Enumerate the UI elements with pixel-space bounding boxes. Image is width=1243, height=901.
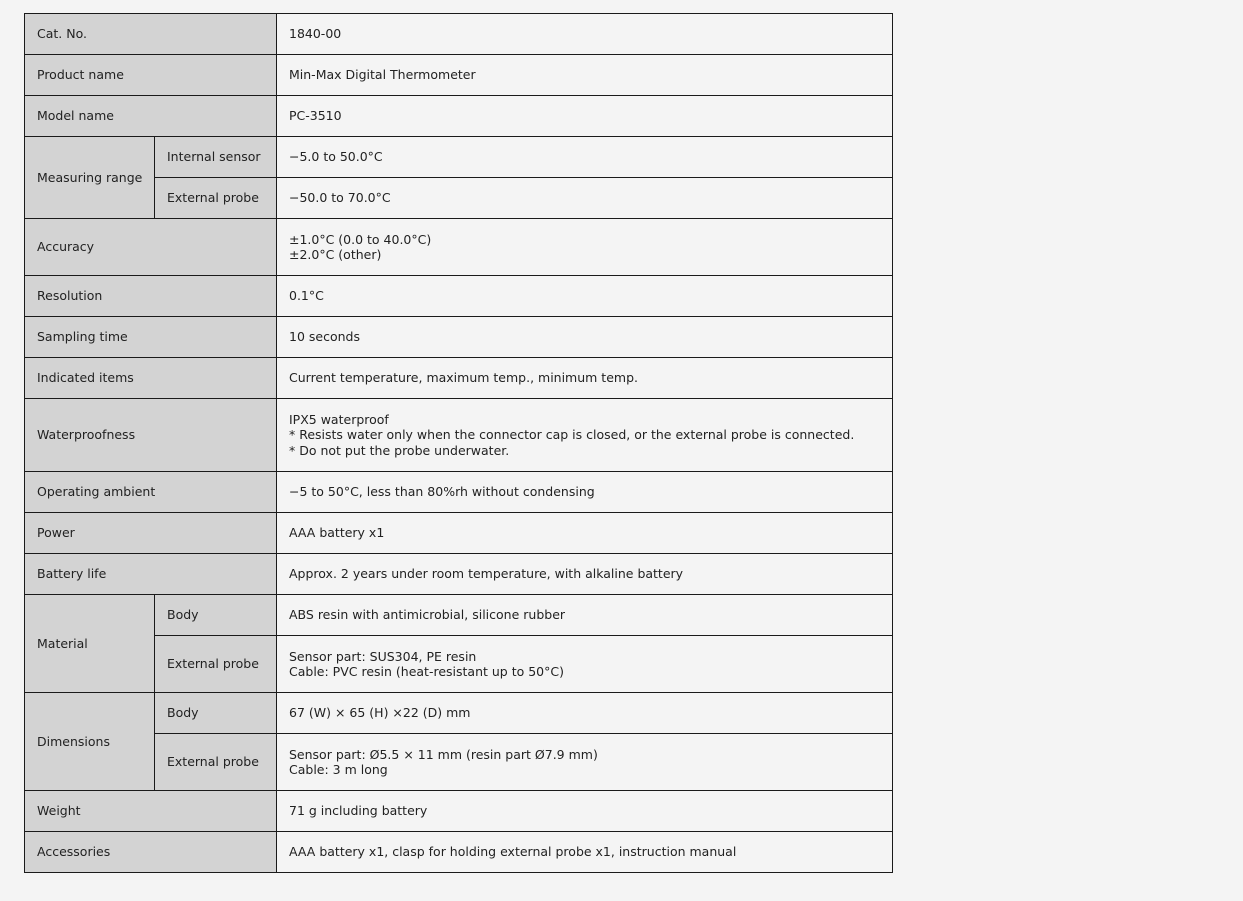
- waterproofness-line: IPX5 waterproof: [289, 411, 389, 427]
- operating-ambient-label: Operating ambient: [25, 472, 277, 513]
- table-row: [25, 791, 893, 832]
- material-body-label: Body: [155, 595, 277, 636]
- table-row: [25, 734, 893, 791]
- table-row: [25, 595, 893, 636]
- table-row: [25, 137, 893, 178]
- waterproofness-value: [277, 399, 893, 472]
- cat-no-label: Cat. No.: [25, 14, 277, 55]
- accessories-label: Accessories: [25, 832, 277, 873]
- table-row: [25, 513, 893, 554]
- internal-sensor-label: Internal sensor: [155, 137, 277, 178]
- model-name-value: PC-3510: [277, 96, 893, 137]
- product-name-label: Product name: [25, 55, 277, 96]
- material-external-probe-value: [277, 636, 893, 693]
- dimensions-label: Dimensions: [25, 693, 155, 791]
- table-row: [25, 219, 893, 276]
- table-row: [25, 554, 893, 595]
- table-row: [25, 178, 893, 219]
- material-body-value: ABS resin with antimicrobial, silicone rubber: [277, 595, 893, 636]
- sampling-time-value: 10 seconds: [277, 317, 893, 358]
- power-label: Power: [25, 513, 277, 554]
- dimensions-external-probe-label: External probe: [155, 734, 277, 791]
- dimensions-body-value: 67 (W) × 65 (H) ×22 (D) mm: [277, 693, 893, 734]
- model-name-label: Model name: [25, 96, 277, 137]
- indicated-items-value: Current temperature, maximum temp., minimum temp.: [277, 358, 893, 399]
- indicated-items-label: Indicated items: [25, 358, 277, 399]
- resolution-label: Resolution: [25, 276, 277, 317]
- table-row: [25, 399, 893, 472]
- product-name-value: Min-Max Digital Thermometer: [277, 55, 893, 96]
- material-label: Material: [25, 595, 155, 693]
- accuracy-label: Accuracy: [25, 219, 277, 276]
- accuracy-value: [277, 219, 893, 276]
- accuracy-line: ±2.0°C (other): [289, 247, 382, 262]
- waterproofness-line: * Resists water only when the connector cap is closed, or the external probe is connected.: [289, 427, 855, 443]
- material-external-probe-line: Cable: PVC resin (heat-resistant up to 50°C): [289, 664, 564, 679]
- external-probe-range-value: −50.0 to 70.0°C: [277, 178, 893, 219]
- weight-label: Weight: [25, 791, 277, 832]
- table-row: [25, 14, 893, 55]
- table-row: [25, 472, 893, 513]
- table-row: [25, 693, 893, 734]
- material-external-probe-label: External probe: [155, 636, 277, 693]
- battery-life-value: Approx. 2 years under room temperature, with alkaline battery: [277, 554, 893, 595]
- table-row: [25, 317, 893, 358]
- cat-no-value: 1840-00: [277, 14, 893, 55]
- dimensions-external-probe-line: Cable: 3 m long: [289, 762, 388, 777]
- waterproofness-label: Waterproofness: [25, 399, 277, 472]
- weight-value: 71 g including battery: [277, 791, 893, 832]
- dimensions-external-probe-value: [277, 734, 893, 791]
- table-row: [25, 55, 893, 96]
- operating-ambient-value: −5 to 50°C, less than 80%rh without condensing: [277, 472, 893, 513]
- external-probe-range-label: External probe: [155, 178, 277, 219]
- table-row: [25, 832, 893, 873]
- material-external-probe-line: Sensor part: SUS304, PE resin: [289, 648, 477, 664]
- dimensions-body-label: Body: [155, 693, 277, 734]
- battery-life-label: Battery life: [25, 554, 277, 595]
- power-value: AAA battery x1: [277, 513, 893, 554]
- sampling-time-label: Sampling time: [25, 317, 277, 358]
- table-row: [25, 276, 893, 317]
- spec-table: [24, 13, 893, 873]
- accessories-value: AAA battery x1, clasp for holding external probe x1, instruction manual: [277, 832, 893, 873]
- table-row: [25, 358, 893, 399]
- resolution-value: 0.1°C: [277, 276, 893, 317]
- table-row: [25, 636, 893, 693]
- internal-sensor-value: −5.0 to 50.0°C: [277, 137, 893, 178]
- measuring-range-label: Measuring range: [25, 137, 155, 219]
- accuracy-line: ±1.0°C (0.0 to 40.0°C): [289, 231, 432, 247]
- dimensions-external-probe-line: Sensor part: Ø5.5 × 11 mm (resin part Ø7.9 mm): [289, 746, 598, 762]
- waterproofness-line: * Do not put the probe underwater.: [289, 442, 510, 458]
- table-row: [25, 96, 893, 137]
